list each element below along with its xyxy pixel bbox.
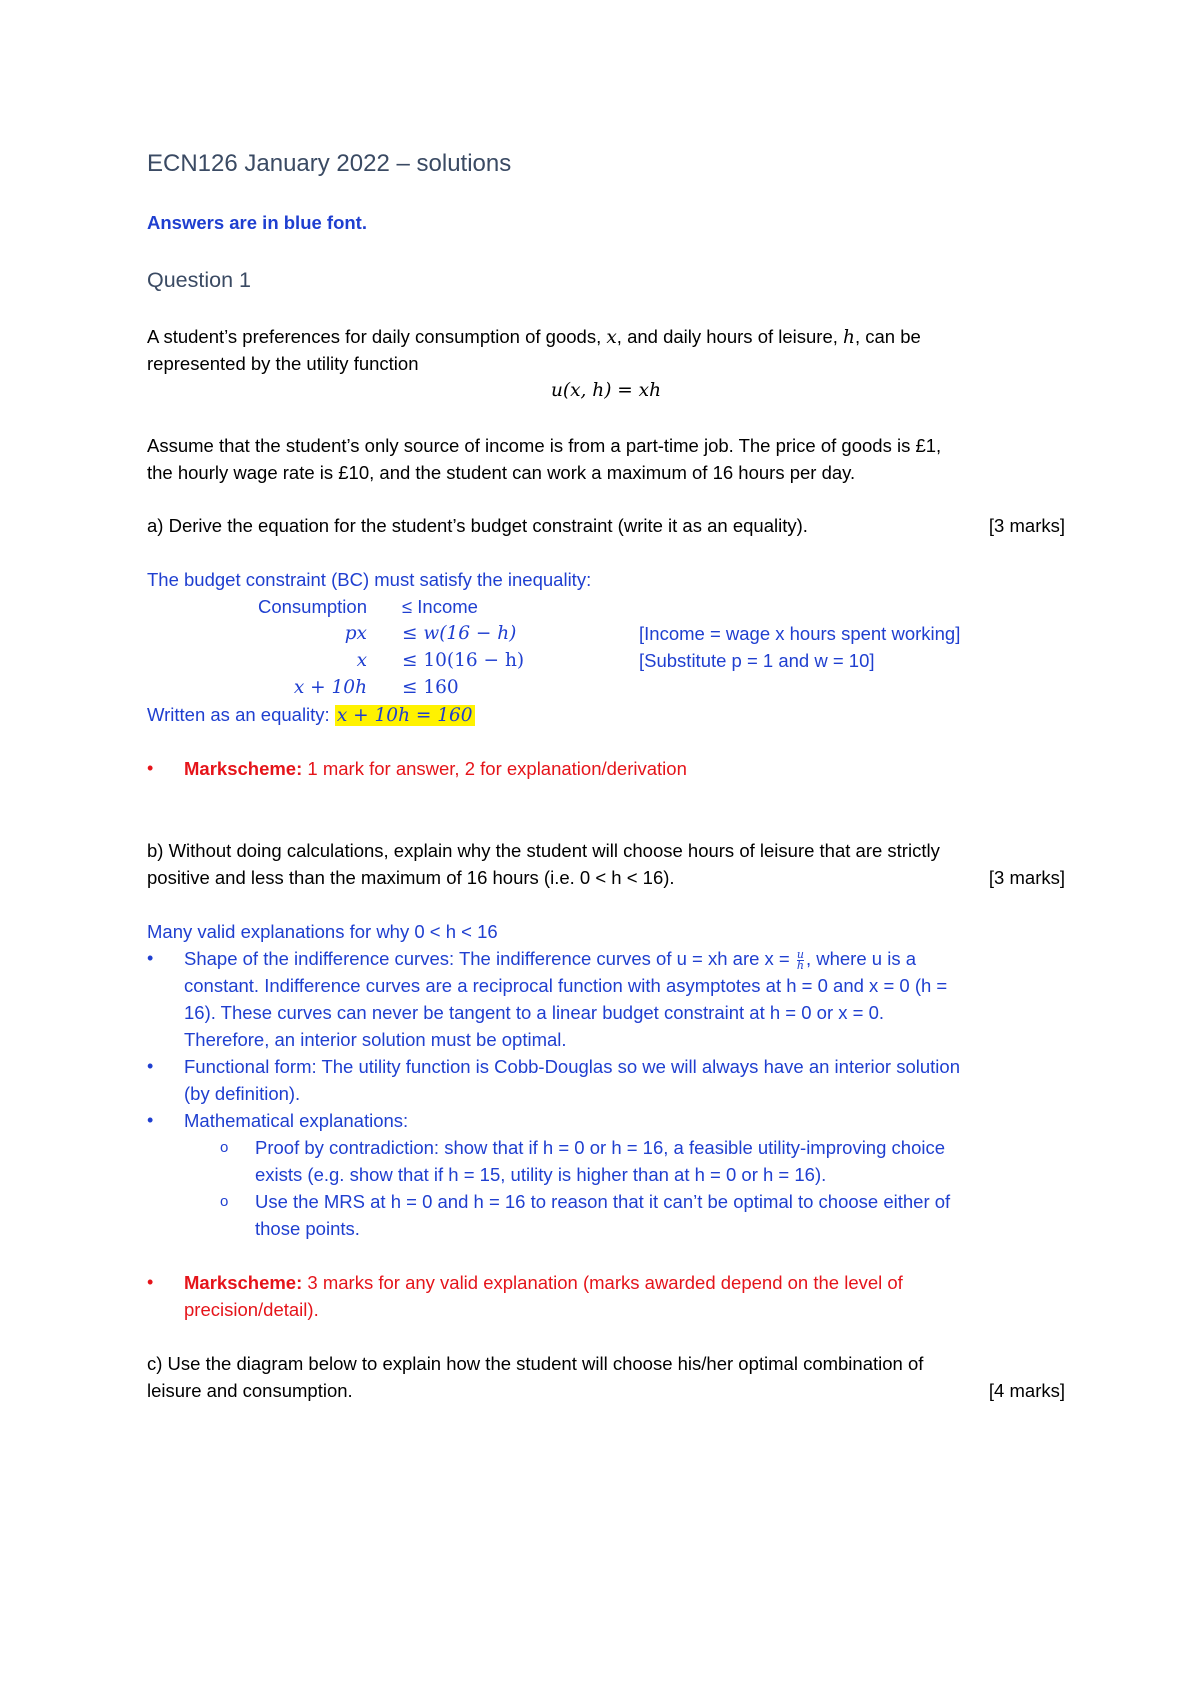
functional-form-line-2: (by definition). [184,1083,301,1104]
bullet-icon: • [147,758,154,778]
derivation-row-2-right: ≤ w(16 − h) [402,623,517,644]
mrs-line-1: Use the MRS at h = 0 and h = 16 to reason that it can’t be optimal to choose either of [255,1191,951,1212]
sub-bullet-icon: o [220,1139,229,1156]
setup-line-4: the hourly wage rate is £10, and the student can work a maximum of 16 hours per day. [147,462,856,483]
shape-explanation-line-4: Therefore, an interior solution must be optimal. [184,1029,567,1050]
answers-note: Answers are in blue font. [147,212,367,233]
proof-line-1: Proof by contradiction: show that if h = 0 or h = 16, a feasible utility-improving choice [255,1137,946,1158]
highlighted-answer: x + 10h = 160 [336,705,473,726]
fraction-u-over-h: $\frac{u}{h}$ [796,947,804,972]
part-a-intro: The budget constraint (BC) must satisfy the inequality: [147,569,592,590]
derivation-row-4-right: ≤ 160 [402,677,459,698]
part-b-intro: Many valid explanations for why 0 < h < 16 [147,921,498,942]
question-heading: Question 1 [147,268,251,292]
bullet-icon: • [147,1056,154,1076]
part-b-markscheme-line-1: Markscheme: 3 marks for any valid explanation (marks awarded depend on the level of [184,1272,903,1293]
part-a-marks: [3 marks] [988,515,1065,536]
functional-form-line-1: Functional form: The utility function is Cobb-Douglas so we will always have an interior solution [184,1056,960,1077]
derivation-row-2-note: [Income = wage x hours spent working] [639,623,961,644]
equality-answer: Written as an equality: x + 10h = 160 [147,704,473,726]
derivation-row-3-left: x [356,650,367,671]
part-a-markscheme: Markscheme: 1 mark for answer, 2 for explanation/derivation [184,758,687,779]
bullet-icon: • [147,948,154,968]
derivation-row-3-right: ≤ 10(16 − h) [402,650,525,671]
part-b-markscheme-line-2: precision/detail). [184,1299,319,1320]
derivation-row-2-left: px [344,623,367,644]
setup-line-3: Assume that the student’s only source of income is from a part-time job. The price of goods is £1, [147,435,942,456]
derivation-row-3-note: [Substitute p = 1 and w = 10] [639,650,875,671]
shape-explanation-line-1: Shape of the indifference curves: The indifference curves of u = xh are x = $\frac{u}{h}$ , where u is a [184,947,916,972]
derivation-row-1-left: Consumption [257,596,367,617]
shape-explanation-line-3: 16). These curves can never be tangent to a linear budget constraint at h = 0 or x = 0. [184,1002,885,1023]
bullet-icon: • [147,1272,154,1292]
part-c-question-line-2: leisure and consumption. [147,1380,353,1401]
mrs-line-2: those points. [255,1218,360,1239]
part-c-question-line-1: c) Use the diagram below to explain how the student will choose his/her optimal combination of [147,1353,924,1374]
derivation-row-4-left: x + 10h [293,677,367,698]
budget-derivation [147,596,1065,706]
document-title: ECN126 January 2022 – solutions [147,150,512,177]
sub-bullet-icon: o [220,1193,229,1210]
setup-line-1: A student’s preferences for daily consumption of goods, x, and daily hours of leisure, h, can be [147,326,921,348]
part-c-marks: [4 marks] [988,1380,1065,1401]
mathematical-explanations: Mathematical explanations: [184,1110,409,1131]
part-b-question-line-2: positive and less than the maximum of 16 hours (i.e. 0 < h < 16). [147,867,675,888]
part-b-marks: [3 marks] [988,867,1065,888]
setup-line-2: represented by the utility function [147,353,419,374]
derivation-row-1-right: ≤ Income [402,596,478,617]
proof-line-2: exists (e.g. show that if h = 15, utility is higher than at h = 0 or h = 16). [255,1164,827,1185]
part-a-question: a) Derive the equation for the student’s budget constraint (write it as an equality). [147,515,808,536]
utility-equation: u(x, h) = xh [550,380,662,401]
bullet-icon: • [147,1110,154,1130]
shape-explanation-line-2: constant. Indifference curves are a reciprocal function with asymptotes at h = 0 and x = 0 (h = [184,975,948,996]
part-b-question-line-1: b) Without doing calculations, explain why the student will choose hours of leisure that are strictly [147,840,940,861]
